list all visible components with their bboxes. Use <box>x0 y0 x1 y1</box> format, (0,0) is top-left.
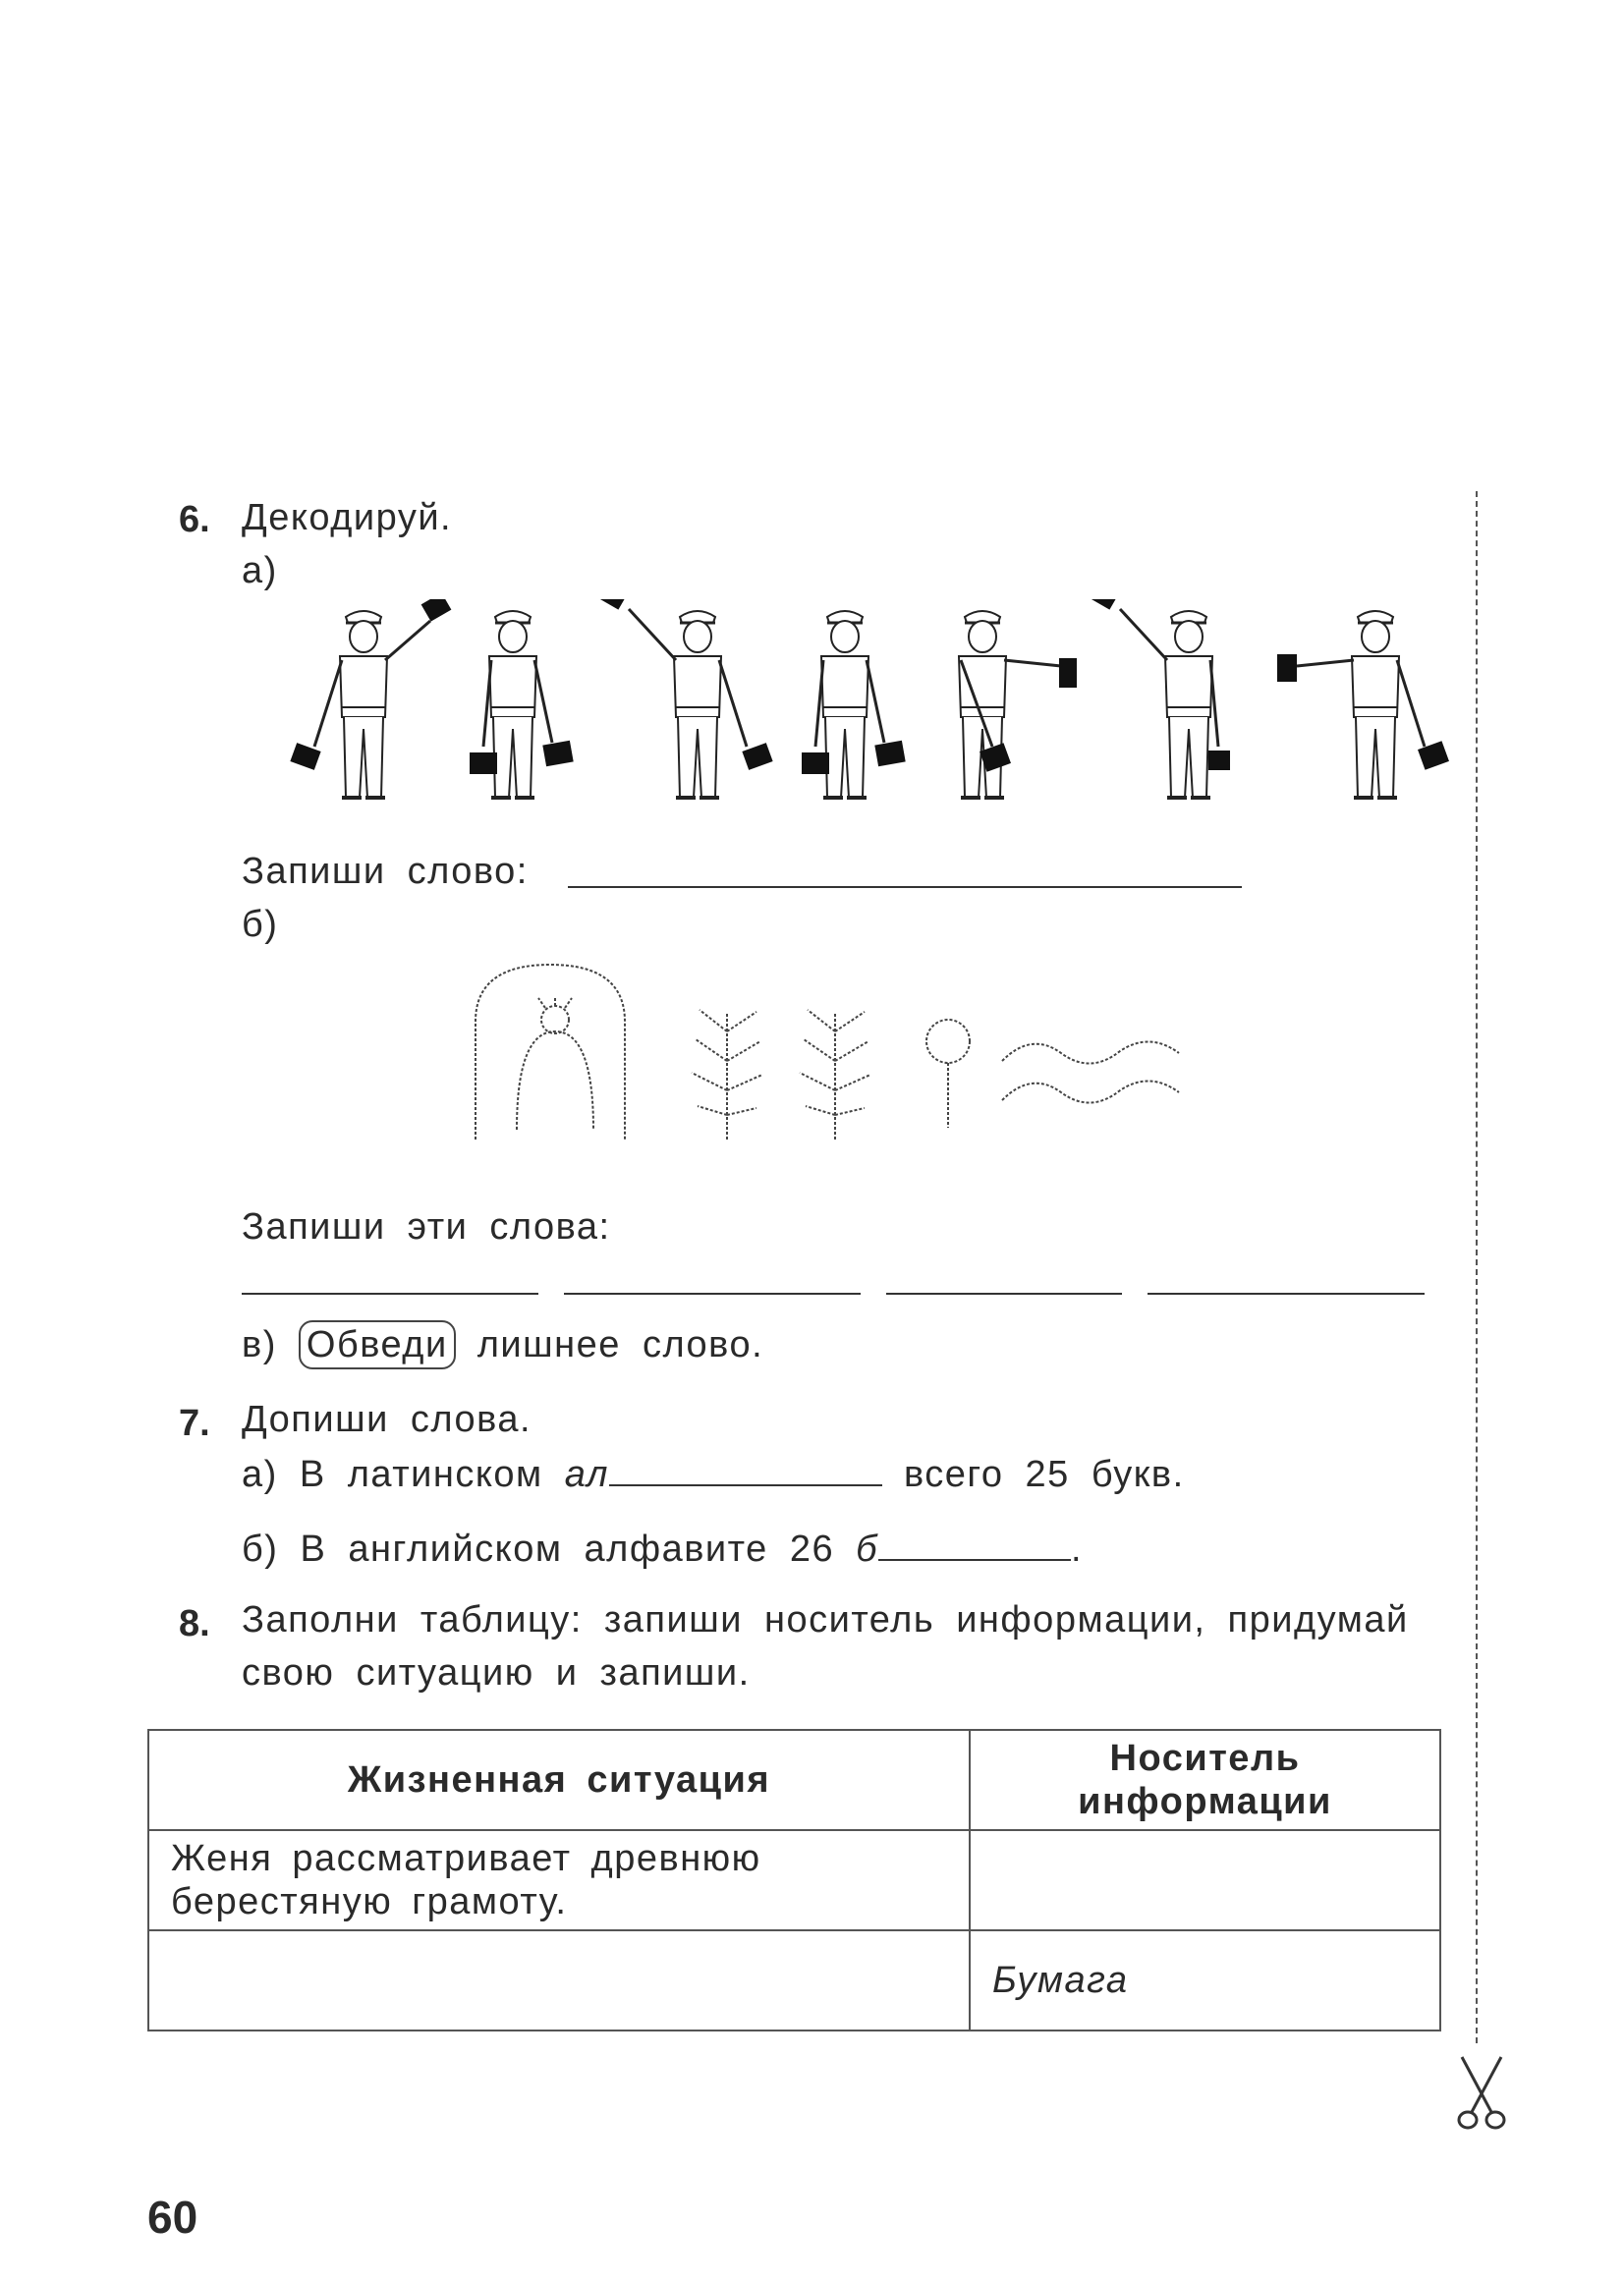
row2-carrier: Бумага <box>970 1930 1440 2031</box>
task-8-line2: свою ситуацию и запиши. <box>242 1652 751 1694</box>
task-8-line1: Заполни таблицу: запиши носитель информации, придумай <box>242 1599 1409 1641</box>
row2-situation-cell[interactable] <box>148 1930 970 2031</box>
sailor-semaphore-icon <box>1090 599 1230 798</box>
answer-line-7b[interactable] <box>878 1530 1071 1561</box>
header-situation: Жизненная ситуация <box>148 1730 970 1830</box>
task-7b <box>242 1529 1083 1571</box>
task-7-title: Допиши слова. <box>242 1399 532 1440</box>
task-7b-stub: б <box>856 1529 879 1570</box>
task-6c <box>242 1324 763 1366</box>
task-7a <box>242 1454 1185 1496</box>
circled-word: Обведи <box>299 1320 456 1369</box>
task-7a-stub: ал <box>564 1454 609 1495</box>
task-6b-label: б) <box>242 904 279 945</box>
task-7a-label: а) <box>242 1454 278 1495</box>
answer-line-6b-1[interactable] <box>242 1293 538 1295</box>
answer-line-6a[interactable] <box>568 886 1242 888</box>
information-table <box>147 1729 1441 2031</box>
task-6a-write-label: Запиши слово: <box>242 851 529 892</box>
row1-situation-line2: берестяную грамоту. <box>171 1881 568 1922</box>
answer-line-6b-4[interactable] <box>1148 1293 1425 1295</box>
task-7-number: 7. <box>179 1403 210 1444</box>
task-6a-label: а) <box>242 550 278 591</box>
task-7a-pre: В латинском <box>299 1454 543 1495</box>
answer-line-6b-3[interactable] <box>886 1293 1122 1295</box>
pictogram-house-icon <box>476 965 625 1140</box>
row1-carrier-cell[interactable] <box>970 1830 1440 1930</box>
answer-line-6b-2[interactable] <box>564 1293 861 1295</box>
sailor-semaphore-icon <box>598 599 773 798</box>
pictogram-row <box>462 963 1189 1159</box>
task-7b-label: б) <box>242 1529 279 1570</box>
task-6-number: 6. <box>179 499 210 540</box>
task-6b-write-label: Запиши эти слова: <box>242 1206 611 1248</box>
task-6c-text: лишнее слово. <box>476 1324 764 1365</box>
table-row <box>148 1930 1440 2031</box>
row1-situation <box>148 1830 970 1930</box>
pictogram-sun-icon <box>926 1020 970 1128</box>
pictogram-water-icon <box>1002 1041 1179 1102</box>
table-row <box>148 1830 1440 1930</box>
table-header-row <box>148 1730 1440 1830</box>
pictogram-tree-icon <box>692 1010 762 1140</box>
scissors-icon <box>1452 2053 1511 2134</box>
page-number: 60 <box>147 2192 198 2243</box>
task-6c-label: в) <box>242 1324 277 1365</box>
sailor-semaphore-icon <box>802 611 906 798</box>
task-7b-pre: В английском алфавите 26 <box>300 1529 835 1570</box>
row1-situation-line1: Женя рассматривает древнюю <box>171 1838 761 1879</box>
sailor-semaphore-icon <box>959 611 1077 798</box>
pictogram-tree-icon <box>800 1010 870 1140</box>
sailor-semaphore-icon <box>470 611 574 798</box>
cut-line <box>1476 491 1478 2043</box>
answer-line-7a[interactable] <box>609 1455 882 1486</box>
header-carrier-line2: информации <box>1078 1781 1332 1822</box>
header-carrier-line1: Носитель <box>1109 1738 1301 1779</box>
task-6-title: Декодируй. <box>242 497 453 538</box>
sailor-semaphore-icon <box>290 599 451 798</box>
semaphore-sailors <box>285 599 1464 815</box>
task-8-number: 8. <box>179 1603 210 1644</box>
task-7a-post: всего 25 букв. <box>903 1454 1185 1495</box>
sailor-semaphore-icon <box>1277 611 1449 798</box>
header-carrier <box>970 1730 1440 1830</box>
task-7b-post: . <box>1071 1529 1084 1570</box>
